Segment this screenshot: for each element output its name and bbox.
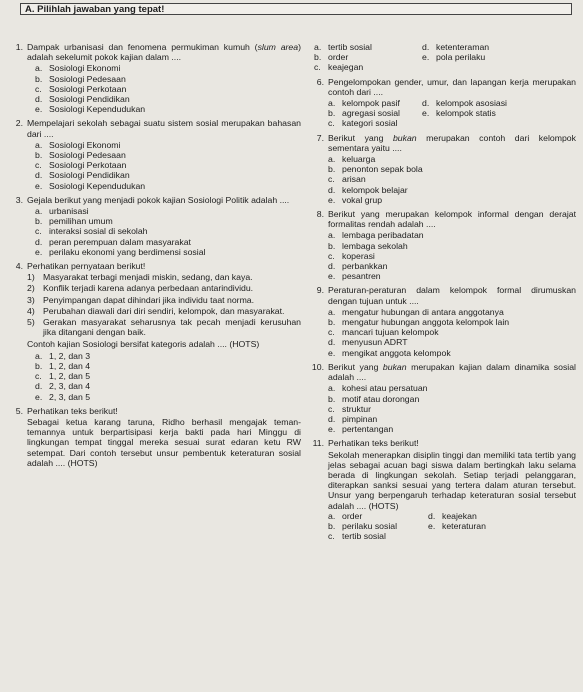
left-column [5,42,301,472]
q4-stem-2: Contoh kajian Sosiologi bersifat kategoris adalah .... (HOTS) [27,339,260,350]
q3-option-e[interactable]: e. perilaku ekonomi yang berdimensi sosial [35,246,206,257]
q10-stem: Berikut yang bukan merupakan kajian dalam dinamika sosial adalah .... [328,361,576,383]
q5-option-d[interactable]: d. ketenteraman [422,42,490,52]
q3-option-b[interactable]: b. pemilihan umum [35,216,113,227]
question-10: 10. Berikut yang bukan merupakan kajian dalam dinamika sosial adalah .... a. kohesi atau persatuan b. motif atau dorongan c. struktur d. pimpinan e. pertentangan [311,361,576,435]
q7-option-e[interactable]: e. vokal grup [328,194,383,205]
q10-option-b[interactable]: b. motif atau dorongan [328,393,420,404]
q11-option-a[interactable]: a. order [328,510,363,521]
q9-option-b[interactable]: b. mengatur hubungan anggota kelompok lain [328,317,510,328]
q1-options [27,63,301,114]
question-6: 6. Pengelompokan gender, umur, dan lapangan kerja merupakan contoh dari .... a. kelompok pasif d. kelompok asosiasi b. agregasi sosial e. kelompok statis c. kategori sosial [316,76,576,129]
q9-options [328,307,576,358]
q10-option-a[interactable]: a. kohesi atau persatuan [328,383,428,394]
q4-statement-2: 2) Konflik terjadi karena adanya perbedaan antarindividu. [27,283,254,294]
q4-statement-5: 5) Gerakan masyarakat seharusnya tak pecah menjadi kerusuhan jika ditangani dengan baik. [27,317,301,338]
q11-options [328,511,576,542]
q7-options [328,154,576,205]
q2-options [27,140,301,191]
question-8: 8. Berikut yang merupakan kelompok informal dengan derajat formalitas rendah adalah .... a. lembaga peribadatan b. lembaga sekolah c. koperasi d. perbankkan e. pesantren [316,209,576,282]
q10-option-c[interactable]: c. struktur [328,403,371,414]
q4-option-a[interactable]: a. 1, 2, dan 3 [35,350,91,361]
q9-option-c[interactable]: c. mancari tujuan kelompok [328,327,439,338]
q4-statement-1: 1) Masyarakat terbagi menjadi miskin, sedang, dan kaya. [27,272,253,283]
q7-option-a[interactable]: a. keluarga [328,154,376,165]
q8-option-a[interactable]: a. lembaga peribadatan [328,230,424,241]
q4-statement-3: 3) Penyimpangan dapat dihindari jika individu taat norma. [27,294,255,305]
q7-option-c[interactable]: c. arisan [328,174,366,185]
q4-option-d[interactable]: d. 2, 3, dan 4 [35,381,91,392]
q11-option-d[interactable]: d. keajekan [428,510,477,521]
q9-stem: Peraturan-peraturan dalam kelompok formal dirumuskan dengan tujuan untuk .... [328,285,576,306]
q4-option-e[interactable]: e. 2, 3, dan 5 [35,391,91,402]
q11-option-b[interactable]: b. perilaku sosial [328,520,398,531]
q3-option-a[interactable]: a. urbanisasi [35,206,89,217]
q5-stem: Perhatikan teks berikut! [27,405,118,416]
q8-option-e[interactable]: e. pesantren [328,271,381,282]
q6-option-c[interactable]: c. kategori sosial [328,118,398,129]
q8-option-b[interactable]: b. lembaga sekolah [328,240,408,251]
q6-option-e[interactable]: e. kelompok statis [422,108,496,119]
right-column [306,42,576,545]
q1-option-c[interactable]: c. Sosiologi Perkotaan [35,83,127,94]
q6-option-a[interactable]: a. kelompok pasif [328,98,400,109]
q3-stem: Gejala berikut yang menjadi pokok kajian Sosiologi Politik adalah .... [27,194,290,205]
q2-option-c[interactable]: c. Sosiologi Perkotaan [35,160,127,171]
q5-option-c[interactable]: c. keajegan [314,62,364,73]
q4-options [27,351,301,402]
q10-option-d[interactable]: d. pimpinan [328,413,378,424]
q4-option-c[interactable]: c. 1, 2, dan 5 [35,371,91,382]
q6-option-d[interactable]: d. kelompok asosiasi [422,98,507,109]
q6-option-b[interactable]: b. agregasi sosial [328,108,400,119]
q10-option-e[interactable]: e. pertentangan [328,424,394,435]
q5-option-b[interactable]: b. order [314,52,349,63]
q5-option-e[interactable]: e. pola perilaku [422,52,486,63]
section-title: A. Pilihlah jawaban yang tepat! [20,3,572,15]
q3-options [27,206,301,257]
q1-option-d[interactable]: d. Sosiologi Pendidikan [35,94,130,105]
q7-option-d[interactable]: d. kelompok belajar [328,184,408,195]
question-11: 11. Perhatikan teks berikut! Sekolah menerapkan disiplin tinggi dan memiliki tata tertib yang jelas sebagai acuan bagi siswa dalam bertingkah laku selama berada di lingkungan sekolah. Setiap terjadi pelanggaran, diterapkan sanksi sesuai yang tertera dalam aturan tersebut. Unsur yang berpengaruh terhadap keteraturan sosial tersebut adalah .... (HOTS) a. order d. keajekan b. perilaku sosial e. keteraturan c. tertib sosial [312,438,576,542]
q4-statement-4: 4) Perubahan diawali dari diri sendiri, kelompok, dan masyarakat. [27,305,285,316]
q2-stem: Mempelajari sekolah sebagai suatu sistem sosial merupakan bahasan dari .... [27,118,301,139]
question-2: 2. Mempelajari sekolah sebagai suatu sistem sosial merupakan bahasan dari .... a. Sosiologi Ekonomi b. Sosiologi Pedesaan c. Sosiologi Perkotaan d. Sosiologi Pendidikan e. Sosiologi Kependudukan [15,118,301,191]
q5-option-a[interactable]: a. tertib sosial [314,42,372,52]
q4-statements [27,272,301,337]
question-4: 4. Perhatikan pernyataan berikut! 1) Masyarakat terbagi menjadi miskin, sedang, dan kaya. 2) Konflik terjadi karena adanya perbedaan antarindividu. 3) Penyimpangan dapat dihindari jika individu taat norma. 4) Perubahan diawali dari diri sendiri, kelompok, dan masyarakat. 5) Gerakan masyarakat seharusnya tak pecah menjadi kerusuhan jika ditangani dengan baik. Contoh kajian Sosiologi bersifat kategoris adalah .... (HOTS) a. 1, 2, dan 3 b. 1, 2, dan 4 c. 1, 2, dan 5 d. 2, 3, dan 4 e. 2, 3, dan 5 [15,261,301,402]
q8-options [328,230,576,281]
q1-option-b[interactable]: b. Sosiologi Pedesaan [35,73,126,84]
q11-option-c[interactable]: c. tertib sosial [328,531,386,542]
q2-option-a[interactable]: a. Sosiologi Ekonomi [35,139,121,150]
q6-stem: Pengelompokan gender, umur, dan lapangan kerja merupakan contoh dari .... [328,76,576,97]
question-9: 9. Peraturan-peraturan dalam kelompok formal dirumuskan dengan tujuan untuk .... a. mengatur hubungan di antara anggotanya b. mengatur hubungan anggota kelompok lain c. mancari tujuan kelompok d. menyusun ADRT e. mengikat anggota kelompok [316,285,576,358]
q3-option-d[interactable]: d. peran perempuan dalam masyarakat [35,236,191,247]
q4-option-b[interactable]: b. 1, 2, dan 4 [35,360,91,371]
q1-stem: Dampak urbanisasi dan fenomena permukiman kumuh (slum area) adalah sekelumit pokok kajian dalam .... [27,42,301,63]
q2-option-b[interactable]: b. Sosiologi Pedesaan [35,150,126,161]
question-5: 5. Perhatikan teks berikut! Sebagai ketua karang taruna, Ridho berhasil mengajak teman-temannya untuk berpartisipasi kerja bakti pada hari Minggu di lingkungan tempat tinggal mereka sesuai surat edaran ketu RW setempat. Dari contoh tersebut unsur pembentuk keteraturan sosial adalah .... (HOTS) [15,405,301,468]
q4-stem: Perhatikan pernyataan berikut! [27,261,146,272]
q8-option-d[interactable]: d. perbankkan [328,261,388,272]
q10-options [328,383,576,434]
q3-option-c[interactable]: c. interaksi sosial di sekolah [35,226,148,237]
q8-stem: Berikut yang merupakan kelompok informal dengan derajat formalitas rendah adalah .... [328,209,576,230]
q11-passage: Sekolah menerapkan disiplin tinggi dan memiliki tata tertib yang jelas sebagai acuan bagi siswa dalam bertingkah laku selama berada di lingkungan sekolah. Setiap terjadi pelanggaran, diterapkan sanksi sesuai yang tertera dalam aturan tersebut. Unsur yang berpengaruh terhadap keteraturan sosial tersebut adalah .... (HOTS) [328,449,576,511]
q2-option-e[interactable]: e. Sosiologi Kependudukan [35,180,146,191]
q9-option-e[interactable]: e. mengikat anggota kelompok [328,347,451,358]
q1-option-e[interactable]: e. Sosiologi Kependudukan [35,104,146,115]
q11-stem: Perhatikan teks berikut! [328,438,419,449]
q11-option-e[interactable]: e. keteraturan [428,520,486,531]
question-7: 7. Berikut yang bukan merupakan contoh dari kelompok sementara yaitu .... a. keluarga b. penonton sepak bola c. arisan d. kelompok belajar e. vokal grup [316,132,576,205]
q9-option-a[interactable]: a. mengatur hubungan di antara anggotanya [328,306,504,317]
question-3: 3. Gejala berikut yang menjadi pokok kajian Sosiologi Politik adalah .... a. urbanisasi b. pemilihan umum c. interaksi sosial di sekolah d. peran perempuan dalam masyarakat e. perilaku ekonomi yang berdimensi sosial [5,195,301,257]
question-1: 1. Dampak urbanisasi dan fenomena permukiman kumuh (slum area) adalah sekelumit pokok kajian dalam .... a. Sosiologi Ekonomi b. Sosiologi Pedesaan c. Sosiologi Perkotaan d. Sosiologi Pendidikan e. Sosiologi Kependudukan [15,42,301,115]
q7-stem: Berikut yang bukan merupakan contoh dari kelompok sementara yaitu .... [328,132,576,153]
q5-options [306,42,576,73]
q1-option-a[interactable]: a. Sosiologi Ekonomi [35,63,121,74]
q9-option-d[interactable]: d. menyusun ADRT [328,337,408,348]
q8-option-c[interactable]: c. koperasi [328,250,375,261]
q2-option-d[interactable]: d. Sosiologi Pendidikan [35,170,130,181]
q6-options [328,98,576,129]
q5-passage: Sebagai ketua karang taruna, Ridho berhasil mengajak teman-temannya untuk berpartisipasi kerja bakti pada hari Minggu di lingkungan tempat tinggal mereka sesuai surat edaran ketu RW setempat. Dari contoh tersebut unsur pembentuk keteraturan sosial adalah .... (HOTS) [27,416,301,468]
q7-option-b[interactable]: b. penonton sepak bola [328,164,423,175]
